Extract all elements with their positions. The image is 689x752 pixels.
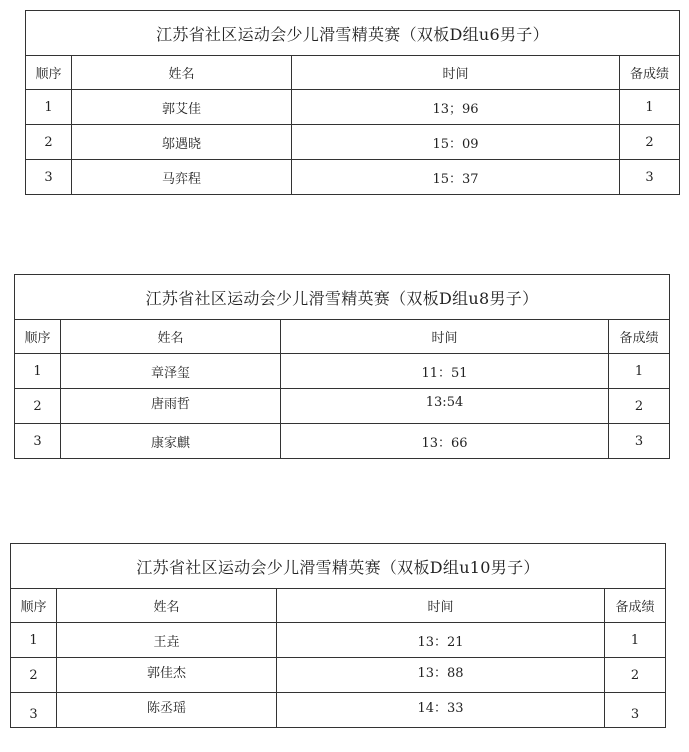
name-cell: 马弈程 (72, 160, 292, 195)
time-cell: 13；96 (292, 90, 620, 125)
order-text: 3 (29, 706, 38, 722)
rank-text: 3 (630, 706, 640, 722)
name-text: 陈丞瑶 (146, 700, 186, 716)
order-cell (11, 693, 57, 728)
rank-cell: 2 (609, 389, 670, 424)
header-rank: 备成绩 (620, 56, 680, 90)
name-cell: 康家麒 (61, 424, 281, 459)
table-row (11, 658, 666, 693)
name-cell: 郭艾佳 (72, 90, 292, 125)
rank-cell: 1 (620, 90, 680, 125)
order-cell: 1 (15, 354, 61, 389)
rank-cell: 2 (620, 125, 680, 160)
time-text: 13：88 (417, 665, 464, 681)
results-table-u10 (10, 543, 666, 728)
table-title: 江苏省社区运动会少儿滑雪精英赛（双板D组u6男子） (26, 11, 680, 56)
header-order: 顺序 (26, 56, 72, 90)
name-text: 郭佳杰 (146, 665, 186, 681)
table-row (26, 90, 680, 125)
time-cell: 13：66 (281, 424, 609, 459)
table-header-row (26, 56, 680, 90)
time-cell: 15：09 (292, 125, 620, 160)
header-name: 姓名 (72, 56, 292, 90)
time-cell: 11：51 (281, 354, 609, 389)
rank-cell: 3 (609, 424, 670, 459)
header-time: 时间 (292, 56, 620, 90)
time-cell (277, 693, 605, 728)
name-cell: 章泽玺 (61, 354, 281, 389)
name-cell (61, 389, 281, 424)
time-cell (281, 389, 609, 424)
header-rank: 备成绩 (609, 320, 670, 354)
rank-cell: 3 (620, 160, 680, 195)
results-table-u8 (14, 274, 670, 459)
header-order: 顺序 (11, 589, 57, 623)
order-cell: 1 (26, 90, 72, 125)
order-cell: 3 (15, 424, 61, 459)
name-cell: 邬遇晓 (72, 125, 292, 160)
rank-cell (605, 693, 666, 728)
header-name: 姓名 (61, 320, 281, 354)
time-cell: 13：21 (277, 623, 605, 658)
rank-cell: 1 (609, 354, 670, 389)
table-row (26, 160, 680, 195)
table-title: 江苏省社区运动会少儿滑雪精英赛（双板D组u8男子） (15, 275, 670, 320)
name-cell (57, 658, 277, 693)
table-row (11, 623, 666, 658)
header-time: 时间 (277, 589, 605, 623)
table-header-row (11, 589, 666, 623)
header-rank: 备成绩 (605, 589, 666, 623)
order-cell: 2 (11, 658, 57, 693)
time-cell (277, 658, 605, 693)
header-order: 顺序 (15, 320, 61, 354)
table-row (15, 354, 670, 389)
header-time: 时间 (281, 320, 609, 354)
order-cell: 2 (26, 125, 72, 160)
table-row (26, 125, 680, 160)
results-table-u6 (25, 10, 680, 195)
order-cell: 2 (15, 389, 61, 424)
name-cell (57, 693, 277, 728)
table-row (15, 389, 670, 424)
table-title: 江苏省社区运动会少儿滑雪精英赛（双板D组u10男子） (11, 544, 666, 589)
table-row (15, 424, 670, 459)
time-cell: 15：37 (292, 160, 620, 195)
rank-cell: 1 (605, 623, 666, 658)
time-text: 13:54 (425, 394, 464, 410)
header-name: 姓名 (57, 589, 277, 623)
time-text: 14：33 (417, 700, 464, 716)
name-text: 唐雨哲 (150, 396, 190, 412)
rank-cell: 2 (605, 658, 666, 693)
order-cell: 3 (26, 160, 72, 195)
table-header-row (15, 320, 670, 354)
name-cell: 王垚 (57, 623, 277, 658)
order-cell: 1 (11, 623, 57, 658)
table-row (11, 693, 666, 728)
